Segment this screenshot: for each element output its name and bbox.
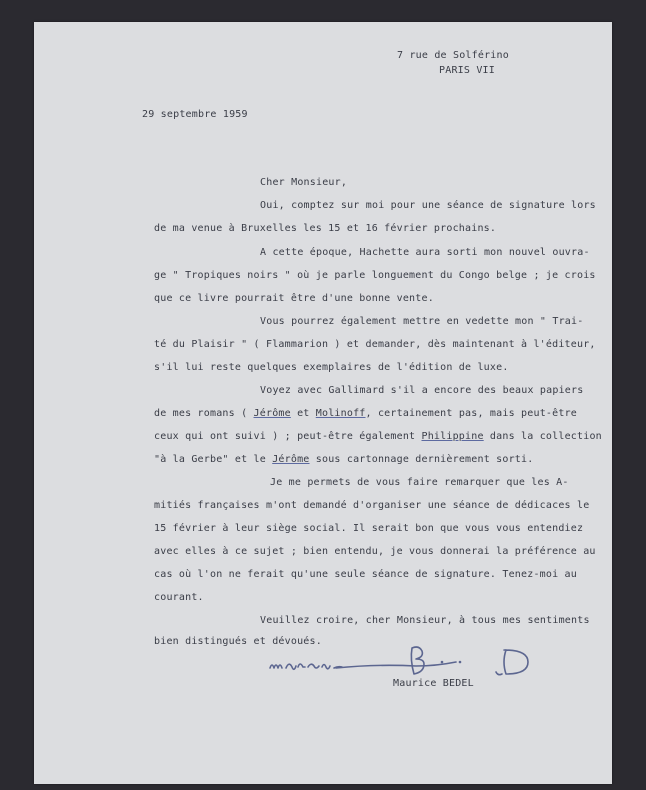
paragraph-2-line-2: ge " Tropiques noirs " où je parle longuement du Congo belge ; je crois [154,270,596,281]
book-title-molinoff: Molinoff [315,408,366,419]
text-run: dans la collection [483,431,602,442]
letter-date: 29 septembre 1959 [142,109,248,120]
text-run: , certainement pas, mais peut-être [365,408,578,419]
paragraph-5-line-2: mitiés françaises m'ont demandé d'organiser une séance de dédicaces le [154,500,590,511]
paragraph-4-line-2 [154,408,577,420]
paragraph-5-line-3: 15 février à leur siège social. Il serait bon que vous vous entendiez [154,523,584,534]
closing-line-1: Veuillez croire, cher Monsieur, à tous mes sentiments [260,615,590,626]
text-run: de mes romans ( [154,408,254,419]
paragraph-5-line-5: cas où l'on ne ferait qu'une seule séance de signature. Tenez-moi au [154,569,577,580]
text-run: et [290,408,316,419]
address-line-2: PARIS VII [439,65,495,76]
paragraph-5-line-4: avec elles à ce sujet ; bien entendu, je vous donnerai la préférence au [154,546,596,557]
book-title-philippine: Philippine [421,431,484,442]
paragraph-1-line-1: Oui, comptez sur moi pour une séance de signature lors [260,200,596,211]
paragraph-1-line-2: de ma venue à Bruxelles les 15 et 16 février prochains. [154,223,497,234]
paragraph-4-line-1: Voyez avec Gallimard s'il a encore des beaux papiers [260,385,584,396]
paragraph-3-line-1: Vous pourrez également mettre en vedette mon " Trai- [260,316,584,327]
book-title-jerome: Jérôme [253,408,291,419]
paragraph-3-line-3: s'il lui reste quelques exemplaires de l'édition de luxe. [154,362,509,373]
paragraph-3-line-2: té du Plaisir " ( Flammarion ) et demander, dès maintenant à l'éditeur, [154,339,596,350]
paragraph-4-line-4 [154,454,533,466]
closing-line-2: bien distingués et dévoués. [154,636,322,647]
paragraph-5-line-1: Je me permets de vous faire remarquer que les A- [270,477,569,488]
handwritten-signature [266,638,556,688]
text-run: ceux qui ont suivi ) ; peut-être également [154,431,422,442]
address-line-1: 7 rue de Solférino [397,50,509,61]
typed-signature-name: Maurice BEDEL [393,678,474,689]
paragraph-5-line-6: courant. [154,592,204,603]
salutation: Cher Monsieur, [260,177,348,188]
book-title-jerome: Jérôme [272,454,310,465]
paragraph-2-line-1: A cette époque, Hachette aura sorti mon nouvel ouvra- [260,247,590,258]
text-run: "à la Gerbe" et le [154,454,273,465]
text-run: sous cartonnage dernièrement sorti. [309,454,534,465]
paragraph-4-line-3 [154,431,602,443]
paragraph-2-line-3: que ce livre pourrait être d'une bonne vente. [154,293,434,304]
